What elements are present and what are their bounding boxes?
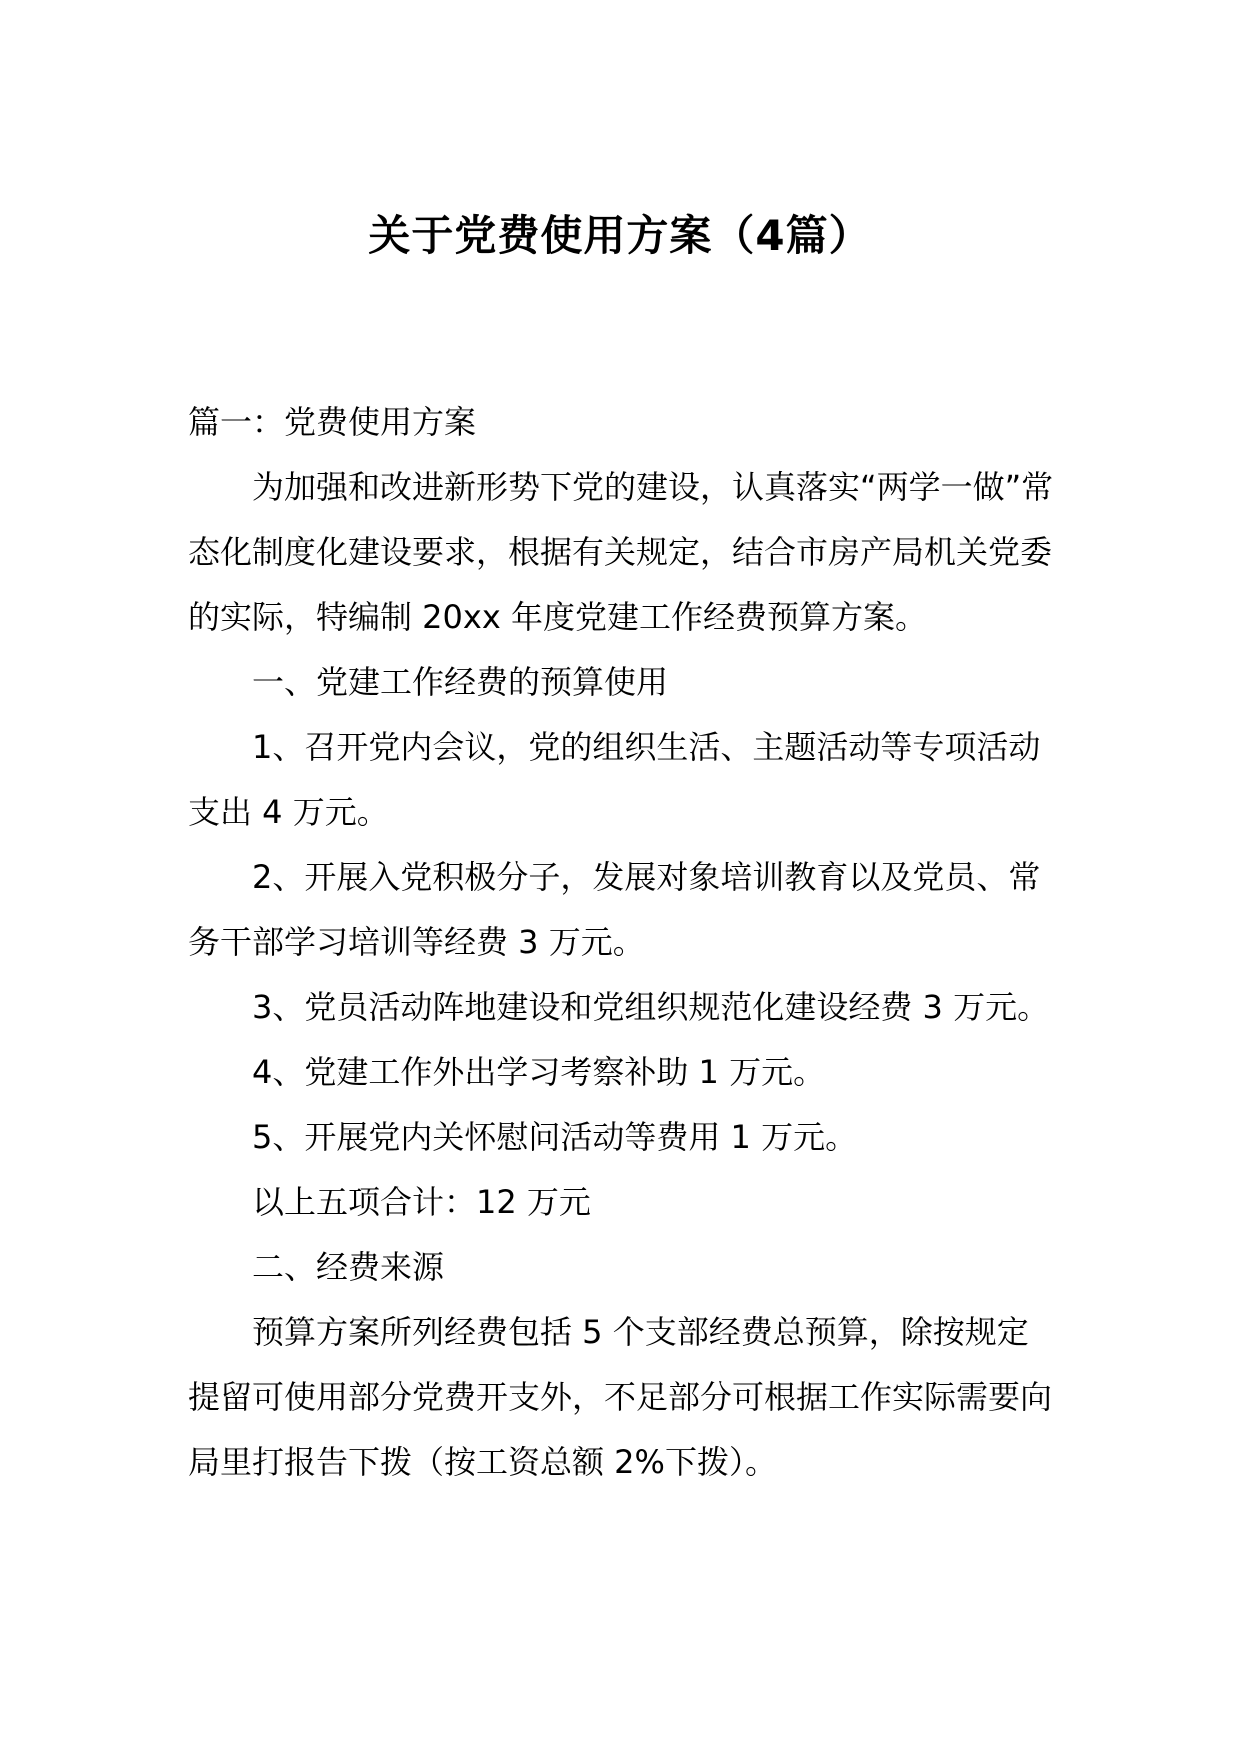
budget-item-2: 2、开展入党积极分子，发展对象培训教育以及党员、常务干部学习培训等经费 3 万元。 [188,858,1041,961]
budget-total: 以上五项合计：12 万元 [252,1183,591,1221]
section-heading-budget-use: 一、党建工作经费的预算使用 [252,663,669,701]
document-body [188,390,1060,1495]
section-heading-funding-source: 二、经费来源 [252,1248,445,1286]
intro-paragraph: 为加强和改进新形势下党的建设，认真落实“两学一做”常态化制度化建设要求，根据有关规定，结合市房产局机关党委的实际，特编制 20xx 年度党建工作经费预算方案。 [188,468,1054,636]
part-heading: 篇一：党费使用方案 [188,403,477,441]
budget-item-5: 5、开展党内关怀慰问活动等费用 1 万元。 [252,1118,858,1156]
document-title: 关于党费使用方案（4篇） [368,211,872,260]
budget-item-3: 3、党员活动阵地建设和党组织规范化建设经费 3 万元。 [252,988,1050,1026]
budget-item-1: 1、召开党内会议，党的组织生活、主题活动等专项活动支出 4 万元。 [188,728,1041,831]
budget-item-4: 4、党建工作外出学习考察补助 1 万元。 [252,1053,826,1091]
funding-paragraph: 预算方案所列经费包括 5 个支部经费总预算，除按规定提留可使用部分党费开支外，不足部分可根据工作实际需要向局里打报告下拨（按工资总额 2%下拨）。 [188,1313,1053,1481]
